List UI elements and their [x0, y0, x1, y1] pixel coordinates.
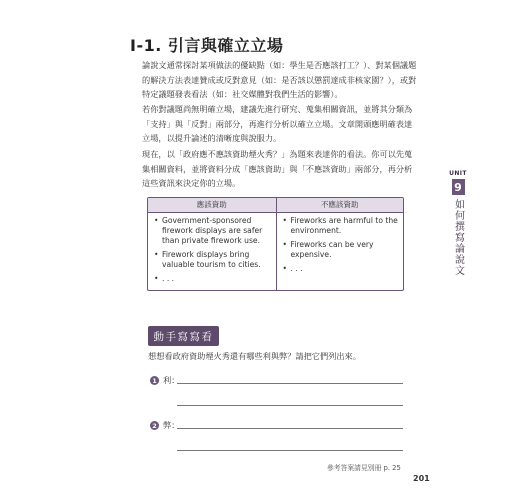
oppose-list	[277, 213, 404, 274]
unit-number: 9	[452, 179, 465, 195]
list-item: • . . .	[283, 264, 400, 274]
answer-label-pros: 利：	[163, 375, 180, 385]
page-number: 201	[413, 474, 430, 483]
answer-line[interactable]	[177, 450, 403, 451]
unit-tab	[447, 170, 469, 276]
answer-label-cons: 弊：	[163, 420, 180, 430]
page-title: I-1. 引言與確立立場	[130, 36, 284, 55]
pros-cons-table	[147, 197, 404, 291]
list-item: • . . .	[154, 274, 272, 284]
unit-label: UNIT	[449, 170, 467, 177]
number-circle-icon: 1	[150, 376, 159, 385]
list-item: • Fireworks are harmful to the environment.	[283, 216, 400, 236]
list-item: • Firework displays bring valuable tourism to cities.	[154, 250, 272, 270]
support-list	[148, 213, 276, 284]
table-column-support	[148, 198, 276, 290]
paragraph-intro: 論說文通常探討某項做法的優缺點（如：學生是否應該打工？）、對某個議題的解決方法表達贊成或反對意見（如：是否該以懲罰達成非核家園？），或對特定議題發表看法（如：社交媒體對我們生活的影響）。	[142, 60, 417, 99]
paragraph-stance: 若你對議題尚無明確立場，建議先進行研究、蒐集相關資訊，並將其分類為「支持」與「反對」兩部分，再進行分析以確立立場。文章開頭應明確表達立場，以提升論述的清晰度與說服力。	[142, 104, 413, 143]
answer-line[interactable]	[177, 428, 403, 429]
exercise-question: 想想看政府資助煙火秀還有哪些利與弊？請把它們列出來。	[148, 351, 361, 361]
paragraph-task: 現在，以「政府應不應該資助煙火秀？」為題來表達你的看法。你可以先蒐集相關資料，並將資料分成「應該資助」與「不應該資助」兩部分，再分析這些資訊來決定你的立場。	[142, 149, 413, 188]
answer-line[interactable]	[177, 405, 403, 406]
table-header-oppose: 不應該資助	[277, 198, 404, 213]
unit-title: 如何撰寫論說文	[452, 199, 464, 276]
list-item: • Fireworks can be very expensive.	[283, 240, 400, 260]
list-item: • Government-sponsored firework displays are safer than private firework use.	[154, 216, 272, 246]
exercise-badge-label: 動手寫寫看	[153, 330, 214, 343]
answer-key-reference: 參考答案請見別冊 p. 25	[327, 464, 401, 472]
answer-row-cons	[150, 420, 179, 431]
table-header-support: 應該資助	[148, 198, 276, 213]
number-circle-icon: 2	[150, 421, 159, 430]
answer-line[interactable]	[177, 383, 403, 384]
answer-row-pros	[150, 375, 179, 386]
table-column-oppose	[276, 198, 404, 290]
exercise-badge	[148, 326, 219, 346]
